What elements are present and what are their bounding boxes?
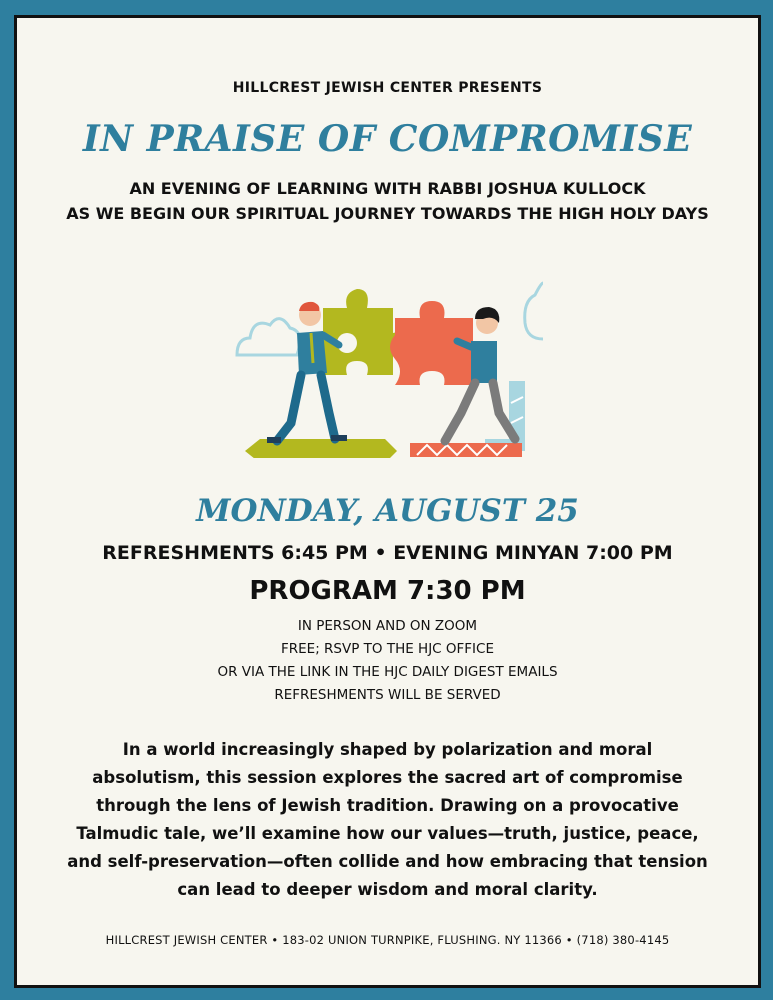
subtitle-line-1: AN EVENING OF LEARNING WITH RABBI JOSHUA KULLOCK xyxy=(129,179,646,198)
event-description: In a world increasingly shaped by polarization and moral absolutism, this session explores the sacred art of compromise through the lens of Jewish tradition. Drawing on a provocative Talmudic tale, we’ll examine how our values—truth, justice, peace, and self-preservation—often collide and how embracing that tension can lead to deeper wisdom and moral clarity. xyxy=(67,740,708,899)
flyer xyxy=(14,15,761,988)
presenter-line: HILLCREST JEWISH CENTER PRESENTS xyxy=(232,80,543,96)
puzzle-illustration-icon xyxy=(235,263,545,458)
left-cloud-icon xyxy=(237,319,300,355)
subtitle xyxy=(17,176,758,226)
event-times: REFRESHMENTS 6:45 PM • EVENING MINYAN 7:00 PM xyxy=(102,542,673,564)
detail-line: FREE; RSVP TO THE HJC OFFICE xyxy=(281,641,494,657)
detail-line: IN PERSON AND ON ZOOM xyxy=(297,618,478,634)
event-details xyxy=(17,615,758,707)
subtitle-line-2: AS WE BEGIN OUR SPIRITUAL JOURNEY TOWARDS THE HIGH HOLY DAYS xyxy=(66,204,709,223)
right-platform xyxy=(410,443,522,457)
program-time: PROGRAM 7:30 PM xyxy=(249,576,526,606)
event-date: MONDAY, AUGUST 25 xyxy=(196,493,579,529)
detail-line: REFRESHMENTS WILL BE SERVED xyxy=(274,687,501,703)
right-cloud-icon xyxy=(525,283,543,339)
event-title: IN PRAISE OF COMPROMISE xyxy=(82,118,693,160)
detail-line: OR VIA THE LINK IN THE HJC DAILY DIGEST EMAILS xyxy=(217,664,558,680)
green-puzzle-piece-icon xyxy=(323,289,407,375)
footer-address: HILLCREST JEWISH CENTER • 183-02 UNION TURNPIKE, FLUSHING. NY 11366 • (718) 380-4145 xyxy=(105,933,670,947)
